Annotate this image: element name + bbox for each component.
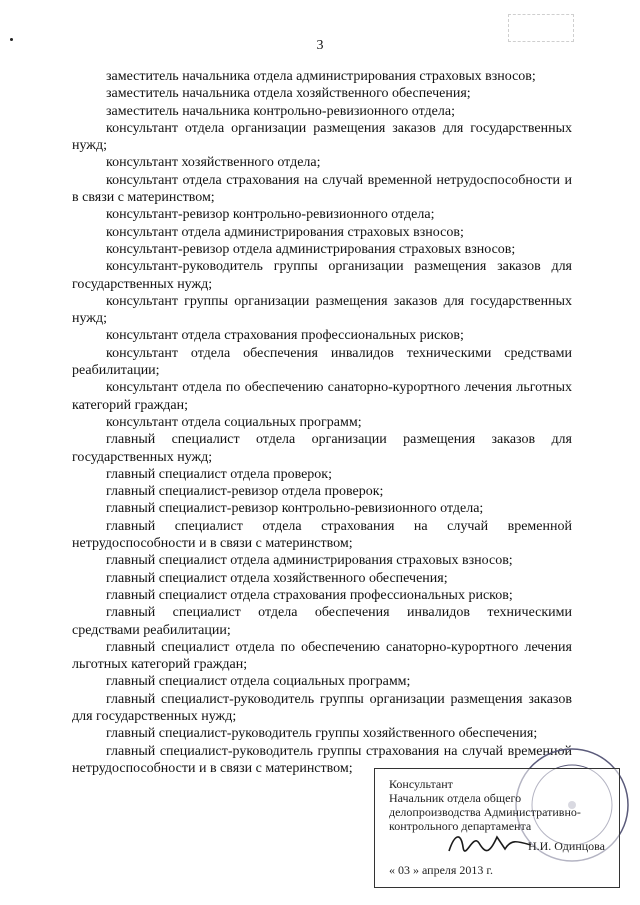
position-item: главный специалист-руководитель группы хозяйственного обеспечения; (106, 726, 538, 742)
position-item: заместитель начальника отдела хозяйственного обеспечения; (106, 86, 471, 102)
position-item: главный специалист отдела по обеспечению санаторно-курортного лечения льготных категорий граждан; (72, 639, 572, 673)
position-item: консультант группы организации размещения заказов для государственных нужд; (72, 293, 572, 327)
stamp-date: « 03 » апреля 2013 г. (389, 863, 493, 877)
position-item: главный специалист отдела хозяйственного обеспечения; (106, 570, 448, 586)
page-number: 3 (316, 38, 324, 53)
positions-list (72, 68, 572, 777)
position-item: главный специалист отдела администрирования страховых взносов; (106, 553, 513, 569)
position-item: главный специалист отдела проверок; (106, 466, 332, 482)
position-item: консультант отдела администрирования страховых взносов; (106, 224, 464, 240)
position-item: консультант отдела страхования профессиональных рисков; (106, 328, 464, 344)
approval-stamp (374, 768, 620, 888)
position-item: консультант-руководитель группы организации размещения заказов для государственных нужд; (72, 259, 572, 292)
stamp-line-3: делопроизводства Административно- (389, 805, 581, 819)
signer-name: Н.И. Одинцова (527, 839, 605, 853)
position-item: главный специалист-руководитель группы организации размещения заказов для государственных нужд; (72, 691, 572, 724)
position-item: главный специалист-руководитель группы страхования на случай временной нетрудоспособности и в связи с материнством; (72, 743, 572, 776)
position-item: заместитель начальника отдела администрирования страховых взносов; (106, 69, 536, 84)
position-item: главный специалист-ревизор контрольно-ревизионного отдела; (106, 501, 484, 517)
stamp-line-2: Начальник отдела общего (389, 791, 522, 805)
position-item: заместитель начальника контрольно-ревизионного отдела; (106, 103, 455, 119)
position-item: главный специалист отдела обеспечения инвалидов техническими средствами реабилитации; (72, 605, 572, 638)
position-item: консультант отдела организации размещения заказов для государственных нужд; (72, 120, 572, 154)
stamp-line-1: Консультант (389, 777, 453, 791)
position-item: консультант хозяйственного отдела; (106, 155, 321, 171)
position-item: консультант отдела страхования на случай временной нетрудоспособности и в связи с материнством; (72, 172, 572, 206)
position-item: главный специалист отдела страхования на случай временной нетрудоспособности и в связи с материнством; (72, 518, 572, 552)
position-item: консультант отдела по обеспечению санаторно-курортного лечения льготных категорий граждан; (72, 380, 572, 413)
position-item: консультант отдела социальных программ; (106, 414, 362, 430)
stamp-line-4: контрольного департамента (389, 819, 532, 833)
signature-icon (445, 829, 535, 857)
position-item: консультант-ревизор контрольно-ревизионного отдела; (106, 207, 435, 223)
position-item: главный специалист отдела социальных программ; (106, 674, 411, 690)
position-item: главный специалист отдела страхования профессиональных рисков; (106, 587, 513, 603)
position-item: главный специалист отдела организации размещения заказов для государственных нужд; (72, 432, 572, 465)
position-item: главный специалист-ревизор отдела проверок; (106, 484, 384, 500)
position-item: консультант отдела обеспечения инвалидов техническими средствами реабилитации; (72, 345, 572, 379)
position-item: консультант-ревизор отдела администрирования страховых взносов; (106, 241, 516, 257)
